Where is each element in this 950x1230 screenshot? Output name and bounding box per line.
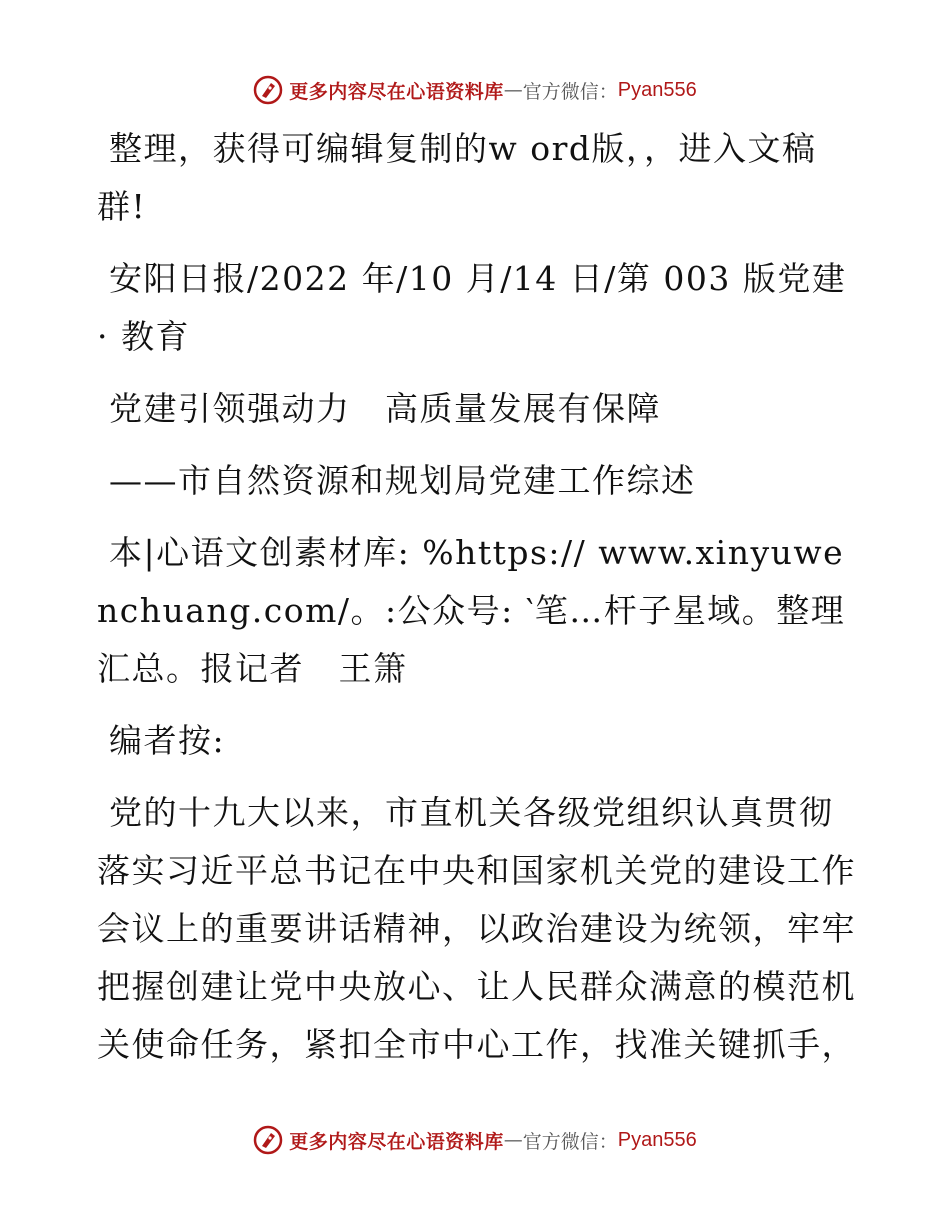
pen-nib-logo-icon [253,75,283,105]
document-body [97,120,857,1088]
paragraph-body: 党的十九大以来，市直机关各级党组织认真贯彻落实习近平总书记在中央和国家机关党的建设工作会议上的重要讲话精神，以政治建设为统领，牢牢把握创建让党中央放心、让人民群众满意的模范机关使命任务，紧扣全市中心工作，找准关键抓手， [97,793,856,1064]
paragraph-intro: 整理，获得可编辑复制的w ord版，，进入文稿群! [97,129,817,226]
article-title: 党建引领强动力 高质量发展有保障 [109,389,661,428]
banner-wechat-label: 官方微信： [522,80,618,103]
banner-text: 更多内容尽在心语资料库 [289,1130,504,1153]
banner-separator: — [503,1129,523,1151]
banner-wechat-id: Pyan556 [617,1128,697,1151]
banner-wechat-label: 官方微信： [522,1130,618,1153]
article-subtitle: ——市自然资源和规划局党建工作综述 [109,461,696,500]
editor-note-heading: 编者按: [109,721,226,760]
banner-separator: — [503,79,523,101]
pen-nib-logo-icon [253,1125,283,1155]
banner-wechat-id: Pyan556 [617,78,697,101]
banner-text: 更多内容尽在心语资料库 [289,80,504,103]
paragraph-source: 安阳日报/2022 年/10 月/14 日/第 003 版党建 · 教育 [97,259,847,356]
paragraph-credit: 本|心语文创素材库: %https:// www.xinyuwenchuang.com/。:公众号: ‵笔…杆子星域。整理汇总。报记者 王箫 [97,533,846,688]
footer-watermark-banner [0,1120,950,1160]
header-watermark-banner [0,70,950,110]
